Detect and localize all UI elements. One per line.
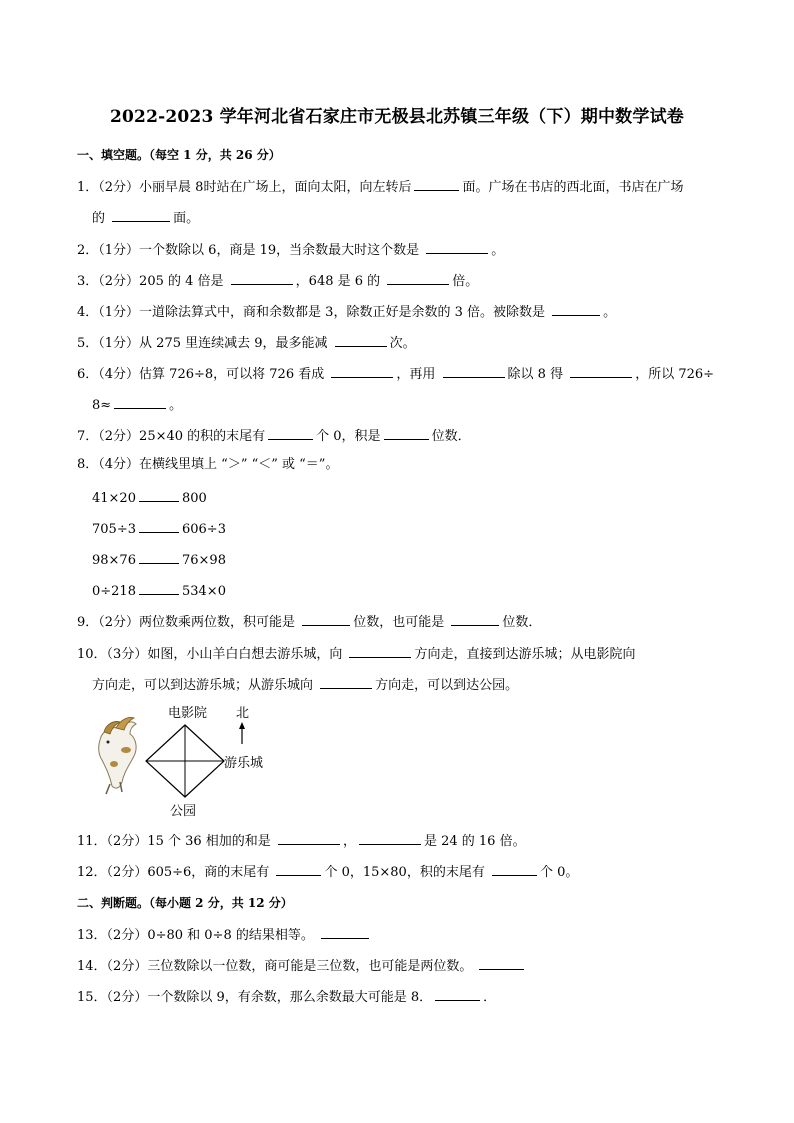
answer-blank[interactable] — [278, 830, 340, 845]
answer-blank[interactable] — [570, 363, 632, 378]
compare-row-2: 705÷3 606÷3 — [92, 518, 226, 539]
answer-blank[interactable] — [139, 580, 179, 595]
question-15: 15．（2分）一个数除以 9，有余数，那么余数最大可能是 8． ． — [77, 986, 496, 1007]
compare-row-1: 41×20 800 — [92, 487, 207, 508]
answer-blank[interactable] — [139, 549, 179, 564]
answer-blank[interactable] — [492, 861, 537, 876]
question-8: 8．（4分）在横线里填上 “＞” “＜” 或 “＝”。 — [77, 457, 339, 472]
question-12: 12．（2分）605÷6，商的末尾有 个 0，15×80，积的末尾有 个 0。 — [77, 861, 578, 882]
north-arrow-icon — [239, 722, 245, 744]
question-4: 4．（1分）一道除法算式中，商和余数都是 3，除数正好是余数的 3 倍。被除数是 。 — [77, 301, 616, 322]
direction-figure — [90, 698, 290, 818]
question-2: 2．（1分）一个数除以 6，商是 19，当余数最大时这个数是 。 — [77, 239, 504, 260]
question-11: 11．（2分）15 个 36 相加的和是 ， 是 24 的 16 倍。 — [77, 830, 526, 851]
answer-blank[interactable] — [387, 270, 449, 285]
answer-blank[interactable] — [276, 861, 321, 876]
answer-blank[interactable] — [359, 830, 421, 845]
goat-icon — [99, 717, 136, 794]
answer-blank[interactable] — [320, 674, 372, 689]
answer-blank[interactable] — [552, 301, 600, 316]
answer-blank[interactable] — [335, 332, 387, 347]
answer-blank[interactable] — [231, 270, 293, 285]
question-5: 5．（1分）从 275 里连续减去 9，最多能减 次。 — [77, 332, 416, 353]
answer-blank[interactable] — [321, 924, 369, 939]
question-1: 1．（2分）小丽早晨 8时站在广场上，面向太阳，向左转后 面。广场在书店的西北面，书店在广场 — [77, 176, 683, 197]
question-14: 14．（2分）三位数除以一位数，商可能是三位数，也可能是两位数。 — [77, 955, 527, 976]
question-10: 10．（3分）如图，小山羊白白想去游乐城，向 方向走，直接到达游乐城；从电影院向 — [77, 643, 635, 664]
answer-blank[interactable] — [139, 487, 179, 502]
label-park: 公园 — [170, 804, 197, 819]
page-title: 2022-2023 学年河北省石家庄市无极县北苏镇三年级（下）期中数学试卷 — [109, 107, 684, 127]
answer-blank[interactable] — [268, 425, 313, 440]
section-judgment-heading: 二、判断题。（每小题 2 分，共 12 分） — [77, 896, 293, 910]
answer-blank[interactable] — [384, 425, 429, 440]
question-1-cont: 的 面。 — [92, 207, 199, 228]
compare-row-4: 0÷218 534×0 — [92, 580, 226, 601]
question-3: 3．（2分）205 的 4 倍是 ，648 是 6 的 倍。 — [77, 270, 478, 291]
answer-blank[interactable] — [414, 176, 459, 191]
answer-blank[interactable] — [435, 986, 480, 1001]
answer-blank[interactable] — [349, 643, 411, 658]
question-10-cont: 方向走，可以到达游乐城；从游乐城向 方向走，可以到达公园。 — [92, 674, 518, 695]
question-13: 13．（2分）0÷80 和 0÷8 的结果相等。 — [77, 924, 372, 945]
question-7: 7．（2分）25×40 的积的末尾有 个 0，积是 位数． — [77, 425, 471, 446]
label-cinema: 电影院 — [168, 706, 208, 721]
answer-blank[interactable] — [302, 611, 350, 626]
question-6: 6．（4分）估算 726÷8，可以将 726 看成 ，再用 除以 8 得 ，所以 726÷ — [77, 363, 714, 384]
section-fill-in-heading: 一、填空题。（每空 1 分，共 26 分） — [77, 148, 281, 162]
diamond-map — [146, 725, 224, 797]
question-9: 9．（2分）两位数乘两位数，积可能是 位数，也可能是 位数． — [77, 611, 541, 632]
answer-blank[interactable] — [479, 955, 524, 970]
answer-blank[interactable] — [443, 363, 505, 378]
label-amusement-park: 游乐城 — [224, 756, 264, 771]
answer-blank[interactable] — [331, 363, 393, 378]
answer-blank[interactable] — [451, 611, 499, 626]
compare-row-3: 98×76 76×98 — [92, 549, 226, 570]
label-north: 北 — [236, 706, 250, 721]
answer-blank[interactable] — [114, 394, 166, 409]
question-6-cont: 8≈ 。 — [92, 394, 182, 415]
answer-blank[interactable] — [139, 518, 179, 533]
answer-blank[interactable] — [426, 239, 488, 254]
answer-blank[interactable] — [112, 207, 170, 222]
